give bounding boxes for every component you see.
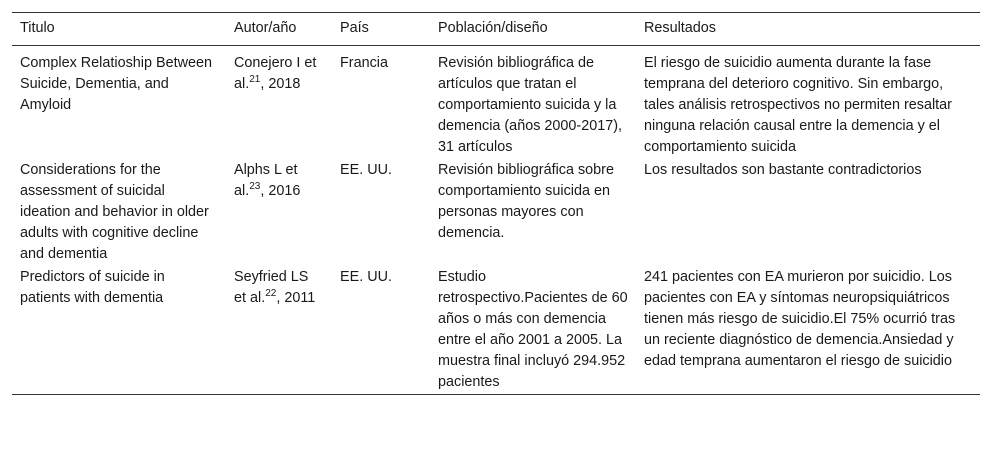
table-row bbox=[12, 159, 980, 266]
header-results: Resultados bbox=[644, 20, 716, 36]
reference-number: 23 bbox=[249, 181, 261, 192]
cell-title: Complex Relatioship Between Suicide, Dementia, and Amyloid bbox=[20, 55, 212, 113]
header-population-design: Población/diseño bbox=[438, 20, 548, 36]
author-name: Seyfried LS et al. bbox=[234, 269, 309, 306]
cell-design: Revisión bibliográfica de artículos que tratan el comportamiento suicida y la demencia (años 2000-2017), 31 artículos bbox=[438, 55, 623, 155]
author-year: , 2016 bbox=[260, 183, 301, 199]
cell-results: El riesgo de suicidio aumenta durante la fase temprana del deterioro cognitivo. Sin embargo, tales análisis retrospectivos no permiten resaltar ninguna relación causal entre la demencia y el comportamiento suicida bbox=[644, 55, 952, 155]
cell-title: Considerations for the assessment of suicidal ideation and behavior in older adults with cognitive decline and dementia bbox=[20, 162, 209, 262]
cell-results: 241 pacientes con EA murieron por suicidio. Los pacientes con EA y síntomas neuropsiquiátricos tienen más riesgo de suicidio.El 75% ocurrió tras un reciente diagnóstico de demencia.Ansiedad y edad temprana aumentaron el riesgo de suicidio bbox=[644, 269, 956, 369]
table-header-row bbox=[12, 13, 980, 46]
header-title: Titulo bbox=[20, 20, 55, 36]
header-country: País bbox=[340, 20, 369, 36]
cell-author-year bbox=[226, 159, 332, 266]
author-year: , 2018 bbox=[260, 76, 301, 92]
cell-title: Predictors of suicide in patients with dementia bbox=[20, 269, 165, 306]
cell-country: EE. UU. bbox=[340, 162, 392, 178]
cell-author-year bbox=[226, 266, 332, 395]
cell-results: Los resultados son bastante contradictorios bbox=[644, 162, 922, 178]
cell-design: Estudio retrospectivo.Pacientes de 60 años o más con demencia entre el año 2001 a 2005. La muestra final incluyó 294.952 pacientes bbox=[438, 269, 628, 390]
cell-country: Francia bbox=[340, 55, 388, 71]
table-row bbox=[12, 266, 980, 395]
studies-table-container bbox=[12, 12, 980, 395]
author-year: , 2011 bbox=[276, 290, 316, 306]
author-name: Alphs L et al. bbox=[234, 162, 298, 199]
table-row bbox=[12, 46, 980, 160]
header-author-year: Autor/año bbox=[234, 20, 297, 36]
studies-table bbox=[12, 12, 980, 395]
cell-design: Revisión bibliográfica sobre comportamiento suicida en personas mayores con demencia. bbox=[438, 162, 614, 241]
reference-number: 22 bbox=[265, 288, 277, 299]
cell-author-year bbox=[226, 46, 332, 160]
cell-country: EE. UU. bbox=[340, 269, 392, 285]
reference-number: 21 bbox=[249, 74, 261, 85]
author-name: Conejero I et al. bbox=[234, 55, 317, 92]
